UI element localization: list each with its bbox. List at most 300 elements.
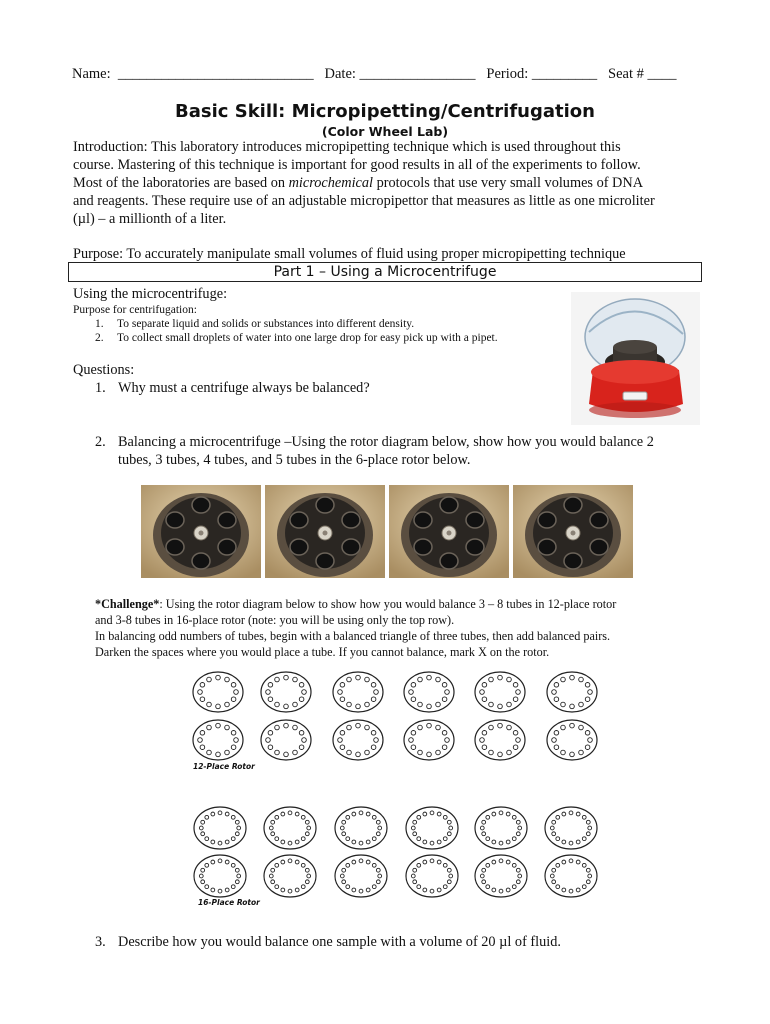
rotor-slot[interactable] [365, 677, 370, 682]
rotor-slot[interactable] [231, 683, 236, 688]
rotor-slot[interactable] [430, 841, 434, 845]
rotor-slot[interactable] [482, 731, 487, 736]
rotor-slot[interactable] [371, 745, 376, 750]
rotor-slot[interactable] [376, 868, 380, 872]
rotor-slot[interactable] [346, 863, 350, 867]
rotor-slot[interactable] [295, 888, 299, 892]
rotor-slot[interactable] [506, 860, 510, 864]
rotor-slot[interactable] [372, 885, 376, 889]
rotor-slot[interactable] [356, 675, 361, 680]
rotor-slot[interactable] [366, 840, 370, 844]
rotor-diagram[interactable] [475, 672, 525, 712]
rotor-slot[interactable] [269, 826, 273, 830]
rotor-slot[interactable] [359, 889, 363, 893]
rotor-slot[interactable] [506, 840, 510, 844]
rotor-slot[interactable] [506, 812, 510, 816]
rotor-slot[interactable] [299, 731, 304, 736]
rotor-slot[interactable] [512, 863, 516, 867]
rotor-slot[interactable] [576, 812, 580, 816]
rotor-slot[interactable] [561, 750, 566, 755]
rotor-slot[interactable] [437, 860, 441, 864]
rotor-slot[interactable] [207, 725, 212, 730]
rotor-slot[interactable] [492, 840, 496, 844]
rotor-slot[interactable] [378, 874, 382, 878]
rotor-slot[interactable] [365, 725, 370, 730]
rotor-slot[interactable] [588, 690, 593, 695]
six-place-rotor-diagram[interactable] [389, 485, 509, 578]
rotor-slot[interactable] [225, 750, 230, 755]
rotor-slot[interactable] [427, 723, 432, 728]
rotor-slot[interactable] [499, 889, 503, 893]
rotor-slot[interactable] [449, 874, 453, 878]
rotor-slot[interactable] [211, 812, 215, 816]
rotor-diagram[interactable] [333, 720, 383, 760]
rotor-slot[interactable] [443, 837, 447, 841]
rotor-slot[interactable] [443, 863, 447, 867]
rotor-slot[interactable] [235, 880, 239, 884]
rotor-slot[interactable] [271, 868, 275, 872]
rotor-slot[interactable] [417, 863, 421, 867]
rotor-diagram[interactable] [333, 672, 383, 712]
rotor-slot[interactable] [235, 868, 239, 872]
rotor-slot[interactable] [301, 837, 305, 841]
rotor-slot[interactable] [516, 820, 520, 824]
rotor-slot[interactable] [480, 690, 485, 695]
rotor-slot[interactable] [307, 874, 311, 878]
rotor-slot[interactable] [205, 837, 209, 841]
rotor-slot[interactable] [569, 889, 573, 893]
rotor-slot[interactable] [489, 725, 494, 730]
rotor-slot[interactable] [359, 841, 363, 845]
rotor-slot[interactable] [275, 677, 280, 682]
rotor-slot[interactable] [268, 745, 273, 750]
rotor-slot[interactable] [218, 841, 222, 845]
rotor-slot[interactable] [376, 880, 380, 884]
rotor-slot[interactable] [413, 868, 417, 872]
rotor-slot[interactable] [342, 868, 346, 872]
rotor-slot[interactable] [516, 880, 520, 884]
rotor-slot[interactable] [268, 697, 273, 702]
rotor-slot[interactable] [486, 863, 490, 867]
rotor-slot[interactable] [586, 868, 590, 872]
rotor-slot[interactable] [482, 820, 486, 824]
rotor-diagram[interactable] [335, 855, 387, 897]
rotor-slot[interactable] [498, 704, 503, 709]
rotor-slot[interactable] [302, 690, 307, 695]
rotor-slot[interactable] [284, 675, 289, 680]
rotor-slot[interactable] [552, 690, 557, 695]
rotor-slot[interactable] [340, 826, 344, 830]
rotor-slot[interactable] [413, 832, 417, 836]
rotor-slot[interactable] [234, 738, 239, 743]
rotor-slot[interactable] [275, 750, 280, 755]
rotor-slot[interactable] [445, 738, 450, 743]
rotor-slot[interactable] [430, 811, 434, 815]
rotor-slot[interactable] [266, 690, 271, 695]
rotor-slot[interactable] [550, 874, 554, 878]
rotor-slot[interactable] [231, 815, 235, 819]
rotor-slot[interactable] [346, 815, 350, 819]
rotor-slot[interactable] [231, 885, 235, 889]
rotor-slot[interactable] [346, 885, 350, 889]
rotor-diagram[interactable] [547, 672, 597, 712]
rotor-slot[interactable] [275, 702, 280, 707]
rotor-slot[interactable] [411, 697, 416, 702]
rotor-slot[interactable] [442, 731, 447, 736]
rotor-slot[interactable] [305, 868, 309, 872]
rotor-slot[interactable] [237, 826, 241, 830]
rotor-slot[interactable] [576, 840, 580, 844]
rotor-slot[interactable] [200, 731, 205, 736]
rotor-slot[interactable] [198, 738, 203, 743]
rotor-slot[interactable] [518, 826, 522, 830]
rotor-slot[interactable] [436, 677, 441, 682]
rotor-slot[interactable] [234, 690, 239, 695]
rotor-slot[interactable] [516, 868, 520, 872]
rotor-slot[interactable] [301, 863, 305, 867]
rotor-slot[interactable] [423, 860, 427, 864]
rotor-slot[interactable] [371, 697, 376, 702]
rotor-slot[interactable] [447, 880, 451, 884]
rotor-slot[interactable] [299, 697, 304, 702]
rotor-slot[interactable] [284, 704, 289, 709]
rotor-slot[interactable] [482, 880, 486, 884]
rotor-slot[interactable] [513, 731, 518, 736]
rotor-slot[interactable] [582, 815, 586, 819]
rotor-slot[interactable] [281, 840, 285, 844]
rotor-slot[interactable] [513, 745, 518, 750]
rotor-slot[interactable] [293, 702, 298, 707]
rotor-slot[interactable] [365, 750, 370, 755]
rotor-slot[interactable] [556, 837, 560, 841]
rotor-slot[interactable] [269, 874, 273, 878]
rotor-slot[interactable] [376, 832, 380, 836]
rotor-slot[interactable] [486, 885, 490, 889]
rotor-slot[interactable] [552, 738, 557, 743]
rotor-slot[interactable] [275, 725, 280, 730]
rotor-slot[interactable] [486, 815, 490, 819]
rotor-slot[interactable] [288, 859, 292, 863]
rotor-slot[interactable] [374, 690, 379, 695]
rotor-slot[interactable] [231, 745, 236, 750]
rotor-slot[interactable] [561, 725, 566, 730]
rotor-slot[interactable] [231, 731, 236, 736]
rotor-slot[interactable] [423, 888, 427, 892]
rotor-slot[interactable] [275, 863, 279, 867]
rotor-slot[interactable] [569, 841, 573, 845]
rotor-slot[interactable] [200, 683, 205, 688]
rotor-slot[interactable] [211, 888, 215, 892]
rotor-diagram[interactable] [261, 720, 311, 760]
rotor-slot[interactable] [512, 815, 516, 819]
rotor-slot[interactable] [340, 731, 345, 736]
rotor-slot[interactable] [482, 745, 487, 750]
rotor-slot[interactable] [218, 859, 222, 863]
rotor-slot[interactable] [216, 675, 221, 680]
rotor-slot[interactable] [423, 812, 427, 816]
rotor-diagram[interactable] [404, 720, 454, 760]
rotor-slot[interactable] [378, 826, 382, 830]
rotor-slot[interactable] [347, 702, 352, 707]
rotor-slot[interactable] [499, 811, 503, 815]
rotor-slot[interactable] [342, 820, 346, 824]
rotor-slot[interactable] [199, 826, 203, 830]
rotor-slot[interactable] [427, 752, 432, 757]
rotor-slot[interactable] [340, 874, 344, 878]
rotor-slot[interactable] [482, 868, 486, 872]
rotor-diagram[interactable] [261, 672, 311, 712]
rotor-slot[interactable] [579, 750, 584, 755]
rotor-slot[interactable] [442, 697, 447, 702]
rotor-diagram[interactable] [475, 855, 527, 897]
rotor-slot[interactable] [352, 888, 356, 892]
rotor-slot[interactable] [554, 745, 559, 750]
rotor-slot[interactable] [492, 812, 496, 816]
rotor-slot[interactable] [205, 885, 209, 889]
rotor-diagram[interactable] [406, 807, 458, 849]
rotor-diagram[interactable] [193, 720, 243, 760]
rotor-slot[interactable] [513, 697, 518, 702]
rotor-slot[interactable] [275, 837, 279, 841]
rotor-slot[interactable] [352, 840, 356, 844]
rotor-slot[interactable] [556, 885, 560, 889]
rotor-slot[interactable] [359, 811, 363, 815]
rotor-slot[interactable] [284, 752, 289, 757]
rotor-slot[interactable] [409, 690, 414, 695]
rotor-slot[interactable] [507, 702, 512, 707]
rotor-slot[interactable] [492, 860, 496, 864]
rotor-slot[interactable] [218, 811, 222, 815]
rotor-slot[interactable] [588, 874, 592, 878]
rotor-slot[interactable] [482, 832, 486, 836]
rotor-slot[interactable] [554, 697, 559, 702]
rotor-slot[interactable] [427, 704, 432, 709]
rotor-slot[interactable] [365, 702, 370, 707]
rotor-slot[interactable] [340, 683, 345, 688]
rotor-slot[interactable] [516, 690, 521, 695]
rotor-slot[interactable] [200, 745, 205, 750]
rotor-slot[interactable] [225, 812, 229, 816]
rotor-slot[interactable] [480, 826, 484, 830]
rotor-slot[interactable] [556, 815, 560, 819]
rotor-slot[interactable] [366, 812, 370, 816]
rotor-slot[interactable] [443, 885, 447, 889]
rotor-slot[interactable] [346, 837, 350, 841]
rotor-slot[interactable] [562, 812, 566, 816]
rotor-slot[interactable] [231, 863, 235, 867]
rotor-slot[interactable] [266, 738, 271, 743]
rotor-diagram[interactable] [193, 672, 243, 712]
rotor-slot[interactable] [225, 860, 229, 864]
rotor-slot[interactable] [498, 752, 503, 757]
six-place-rotor-diagram[interactable] [141, 485, 261, 578]
rotor-slot[interactable] [586, 880, 590, 884]
rotor-diagram[interactable] [264, 807, 316, 849]
rotor-slot[interactable] [347, 677, 352, 682]
rotor-slot[interactable] [302, 738, 307, 743]
rotor-slot[interactable] [418, 725, 423, 730]
rotor-slot[interactable] [430, 859, 434, 863]
rotor-slot[interactable] [562, 840, 566, 844]
rotor-slot[interactable] [437, 840, 441, 844]
rotor-slot[interactable] [449, 826, 453, 830]
rotor-slot[interactable] [411, 731, 416, 736]
rotor-slot[interactable] [268, 731, 273, 736]
rotor-slot[interactable] [235, 820, 239, 824]
rotor-slot[interactable] [340, 697, 345, 702]
rotor-slot[interactable] [447, 820, 451, 824]
rotor-slot[interactable] [371, 731, 376, 736]
rotor-slot[interactable] [231, 837, 235, 841]
rotor-slot[interactable] [288, 811, 292, 815]
rotor-slot[interactable] [225, 888, 229, 892]
rotor-slot[interactable] [340, 745, 345, 750]
rotor-slot[interactable] [201, 880, 205, 884]
rotor-slot[interactable] [205, 863, 209, 867]
rotor-diagram[interactable] [264, 855, 316, 897]
rotor-slot[interactable] [301, 885, 305, 889]
rotor-slot[interactable] [201, 820, 205, 824]
rotor-slot[interactable] [342, 880, 346, 884]
rotor-slot[interactable] [338, 738, 343, 743]
rotor-slot[interactable] [199, 874, 203, 878]
rotor-slot[interactable] [225, 677, 230, 682]
rotor-slot[interactable] [436, 702, 441, 707]
rotor-slot[interactable] [554, 683, 559, 688]
rotor-slot[interactable] [211, 860, 215, 864]
rotor-slot[interactable] [411, 745, 416, 750]
rotor-slot[interactable] [372, 815, 376, 819]
rotor-slot[interactable] [288, 841, 292, 845]
rotor-slot[interactable] [561, 702, 566, 707]
rotor-slot[interactable] [418, 702, 423, 707]
rotor-slot[interactable] [295, 812, 299, 816]
rotor-slot[interactable] [506, 888, 510, 892]
rotor-slot[interactable] [498, 675, 503, 680]
rotor-slot[interactable] [447, 868, 451, 872]
rotor-slot[interactable] [225, 702, 230, 707]
rotor-slot[interactable] [352, 860, 356, 864]
rotor-slot[interactable] [281, 860, 285, 864]
rotor-slot[interactable] [482, 683, 487, 688]
rotor-slot[interactable] [211, 840, 215, 844]
rotor-slot[interactable] [569, 811, 573, 815]
rotor-slot[interactable] [436, 750, 441, 755]
rotor-slot[interactable] [570, 675, 575, 680]
rotor-slot[interactable] [585, 697, 590, 702]
rotor-slot[interactable] [507, 750, 512, 755]
rotor-slot[interactable] [352, 812, 356, 816]
rotor-slot[interactable] [588, 738, 593, 743]
rotor-slot[interactable] [437, 888, 441, 892]
rotor-slot[interactable] [489, 677, 494, 682]
rotor-slot[interactable] [284, 723, 289, 728]
rotor-slot[interactable] [576, 888, 580, 892]
rotor-slot[interactable] [347, 725, 352, 730]
six-place-rotor-diagram[interactable] [265, 485, 385, 578]
rotor-slot[interactable] [409, 738, 414, 743]
rotor-slot[interactable] [552, 880, 556, 884]
rotor-slot[interactable] [498, 723, 503, 728]
rotor-slot[interactable] [207, 750, 212, 755]
rotor-slot[interactable] [585, 683, 590, 688]
rotor-slot[interactable] [281, 812, 285, 816]
rotor-slot[interactable] [366, 888, 370, 892]
rotor-slot[interactable] [281, 888, 285, 892]
rotor-slot[interactable] [293, 750, 298, 755]
rotor-slot[interactable] [372, 837, 376, 841]
rotor-slot[interactable] [216, 752, 221, 757]
rotor-slot[interactable] [376, 820, 380, 824]
rotor-slot[interactable] [512, 837, 516, 841]
rotor-slot[interactable] [347, 750, 352, 755]
rotor-slot[interactable] [437, 812, 441, 816]
rotor-slot[interactable] [372, 863, 376, 867]
rotor-slot[interactable] [288, 889, 292, 893]
rotor-slot[interactable] [293, 725, 298, 730]
rotor-slot[interactable] [225, 725, 230, 730]
rotor-slot[interactable] [562, 860, 566, 864]
rotor-slot[interactable] [201, 868, 205, 872]
rotor-diagram[interactable] [475, 720, 525, 760]
rotor-slot[interactable] [268, 683, 273, 688]
rotor-slot[interactable] [417, 815, 421, 819]
rotor-slot[interactable] [295, 860, 299, 864]
rotor-slot[interactable] [427, 675, 432, 680]
rotor-slot[interactable] [480, 874, 484, 878]
rotor-slot[interactable] [207, 677, 212, 682]
rotor-slot[interactable] [411, 826, 415, 830]
rotor-slot[interactable] [216, 704, 221, 709]
rotor-slot[interactable] [579, 702, 584, 707]
rotor-slot[interactable] [482, 697, 487, 702]
rotor-slot[interactable] [512, 885, 516, 889]
rotor-slot[interactable] [554, 731, 559, 736]
rotor-slot[interactable] [585, 745, 590, 750]
rotor-slot[interactable] [576, 860, 580, 864]
rotor-slot[interactable] [556, 863, 560, 867]
rotor-slot[interactable] [417, 837, 421, 841]
rotor-slot[interactable] [225, 840, 229, 844]
rotor-slot[interactable] [552, 820, 556, 824]
rotor-slot[interactable] [413, 880, 417, 884]
rotor-slot[interactable] [586, 820, 590, 824]
rotor-slot[interactable] [275, 885, 279, 889]
rotor-slot[interactable] [447, 832, 451, 836]
rotor-diagram[interactable] [406, 855, 458, 897]
rotor-slot[interactable] [507, 677, 512, 682]
rotor-slot[interactable] [418, 750, 423, 755]
rotor-slot[interactable] [516, 738, 521, 743]
rotor-slot[interactable] [338, 690, 343, 695]
rotor-slot[interactable] [418, 677, 423, 682]
six-place-rotor-diagram[interactable] [513, 485, 633, 578]
rotor-slot[interactable] [562, 888, 566, 892]
rotor-slot[interactable] [359, 859, 363, 863]
rotor-slot[interactable] [342, 832, 346, 836]
rotor-slot[interactable] [582, 885, 586, 889]
rotor-diagram[interactable] [545, 807, 597, 849]
rotor-slot[interactable] [299, 745, 304, 750]
rotor-slot[interactable] [443, 815, 447, 819]
rotor-slot[interactable] [489, 750, 494, 755]
rotor-slot[interactable] [569, 859, 573, 863]
rotor-slot[interactable] [516, 832, 520, 836]
rotor-slot[interactable] [374, 738, 379, 743]
rotor-slot[interactable] [356, 752, 361, 757]
rotor-slot[interactable] [507, 725, 512, 730]
rotor-slot[interactable] [301, 815, 305, 819]
